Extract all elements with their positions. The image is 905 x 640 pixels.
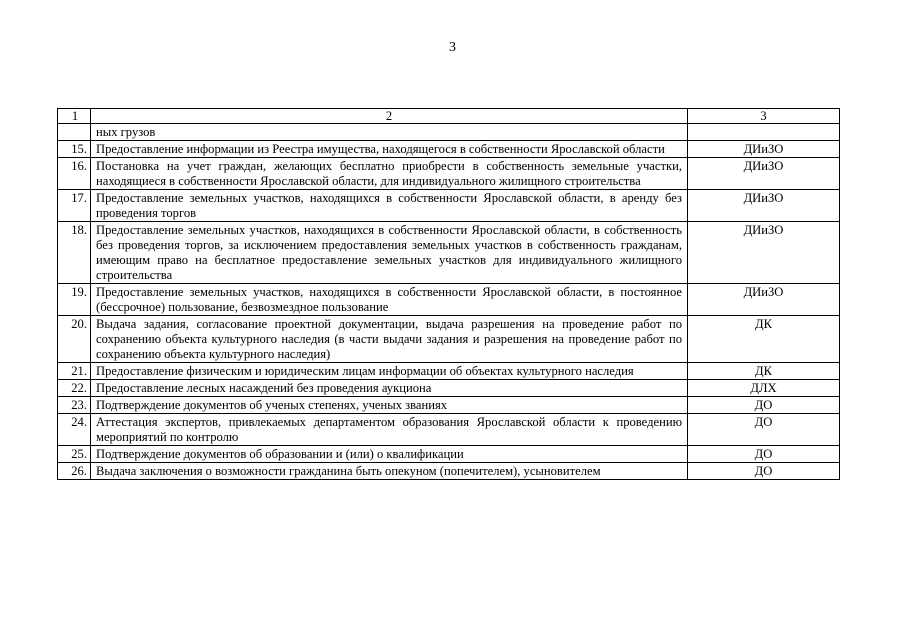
row-number: 23.	[58, 397, 91, 414]
responsible-department: ДИиЗО	[688, 141, 840, 158]
service-name: Постановка на учет граждан, желающих бесплатно приобрести в собственность земельные участки, находящиеся в собственности Ярославской области, для индивидуального жилищного строительства	[91, 158, 688, 190]
table-row	[58, 158, 840, 190]
responsible-department: ДИиЗО	[688, 158, 840, 190]
row-number: 21.	[58, 363, 91, 380]
row-number: 25.	[58, 446, 91, 463]
header-col-1: 1	[58, 109, 91, 124]
service-name: Подтверждение документов об ученых степенях, ученых званиях	[91, 397, 688, 414]
row-number: 19.	[58, 284, 91, 316]
service-name: Предоставление физическим и юридическим лицам информации об объектах культурного наследия	[91, 363, 688, 380]
row-number	[58, 124, 91, 141]
table-row	[58, 222, 840, 284]
page-number: 3	[449, 40, 456, 55]
service-name: Предоставление земельных участков, находящихся в собственности Ярославской области, в постоянное (бессрочное) пользование, безвозмездное пользование	[91, 284, 688, 316]
table-row	[58, 316, 840, 363]
row-number: 22.	[58, 380, 91, 397]
table-row	[58, 141, 840, 158]
service-name: Аттестация экспертов, привлекаемых департаментом образования Ярославской области к проведению мероприятий по контролю	[91, 414, 688, 446]
responsible-department	[688, 124, 840, 141]
row-number: 26.	[58, 463, 91, 480]
responsible-department: ДИиЗО	[688, 222, 840, 284]
responsible-department: ДК	[688, 316, 840, 363]
responsible-department: ДЛХ	[688, 380, 840, 397]
table-row	[58, 363, 840, 380]
table-row	[58, 124, 840, 141]
service-name: Предоставление земельных участков, находящихся в собственности Ярославской области, в аренду без проведения торгов	[91, 190, 688, 222]
header-col-3: 3	[688, 109, 840, 124]
table-row	[58, 190, 840, 222]
services-table	[57, 108, 840, 480]
table-header-row	[58, 109, 840, 124]
row-number: 15.	[58, 141, 91, 158]
table-row	[58, 463, 840, 480]
service-name: Предоставление лесных насаждений без проведения аукциона	[91, 380, 688, 397]
responsible-department: ДИиЗО	[688, 284, 840, 316]
service-name: Выдача заключения о возможности гражданина быть опекуном (попечителем), усыновителем	[91, 463, 688, 480]
responsible-department: ДО	[688, 463, 840, 480]
row-number: 20.	[58, 316, 91, 363]
responsible-department: ДИиЗО	[688, 190, 840, 222]
table-row	[58, 397, 840, 414]
row-number: 16.	[58, 158, 91, 190]
service-name: Предоставление земельных участков, находящихся в собственности Ярославской области, в собственность без проведения торгов, за исключением предоставления земельных участков в собственность гражданам, имеющим право на бесплатное предоставление земельных участков для индивидуального жилищного строительства	[91, 222, 688, 284]
service-name: Подтверждение документов об образовании и (или) о квалификации	[91, 446, 688, 463]
table-body	[58, 109, 840, 480]
table-row	[58, 446, 840, 463]
header-col-2: 2	[91, 109, 688, 124]
table-row	[58, 284, 840, 316]
responsible-department: ДО	[688, 446, 840, 463]
table-row	[58, 414, 840, 446]
row-number: 24.	[58, 414, 91, 446]
responsible-department: ДО	[688, 397, 840, 414]
row-number: 17.	[58, 190, 91, 222]
service-name: Предоставление информации из Реестра имущества, находящегося в собственности Ярославской области	[91, 141, 688, 158]
row-number: 18.	[58, 222, 91, 284]
responsible-department: ДК	[688, 363, 840, 380]
responsible-department: ДО	[688, 414, 840, 446]
service-name: Выдача задания, согласование проектной документации, выдача разрешения на проведение работ по сохранению объекта культурного наследия (в части выдачи задания и разрешения на проведение работ по сохранению объекта культурного наследия)	[91, 316, 688, 363]
service-name: ных грузов	[91, 124, 688, 141]
table-row	[58, 380, 840, 397]
